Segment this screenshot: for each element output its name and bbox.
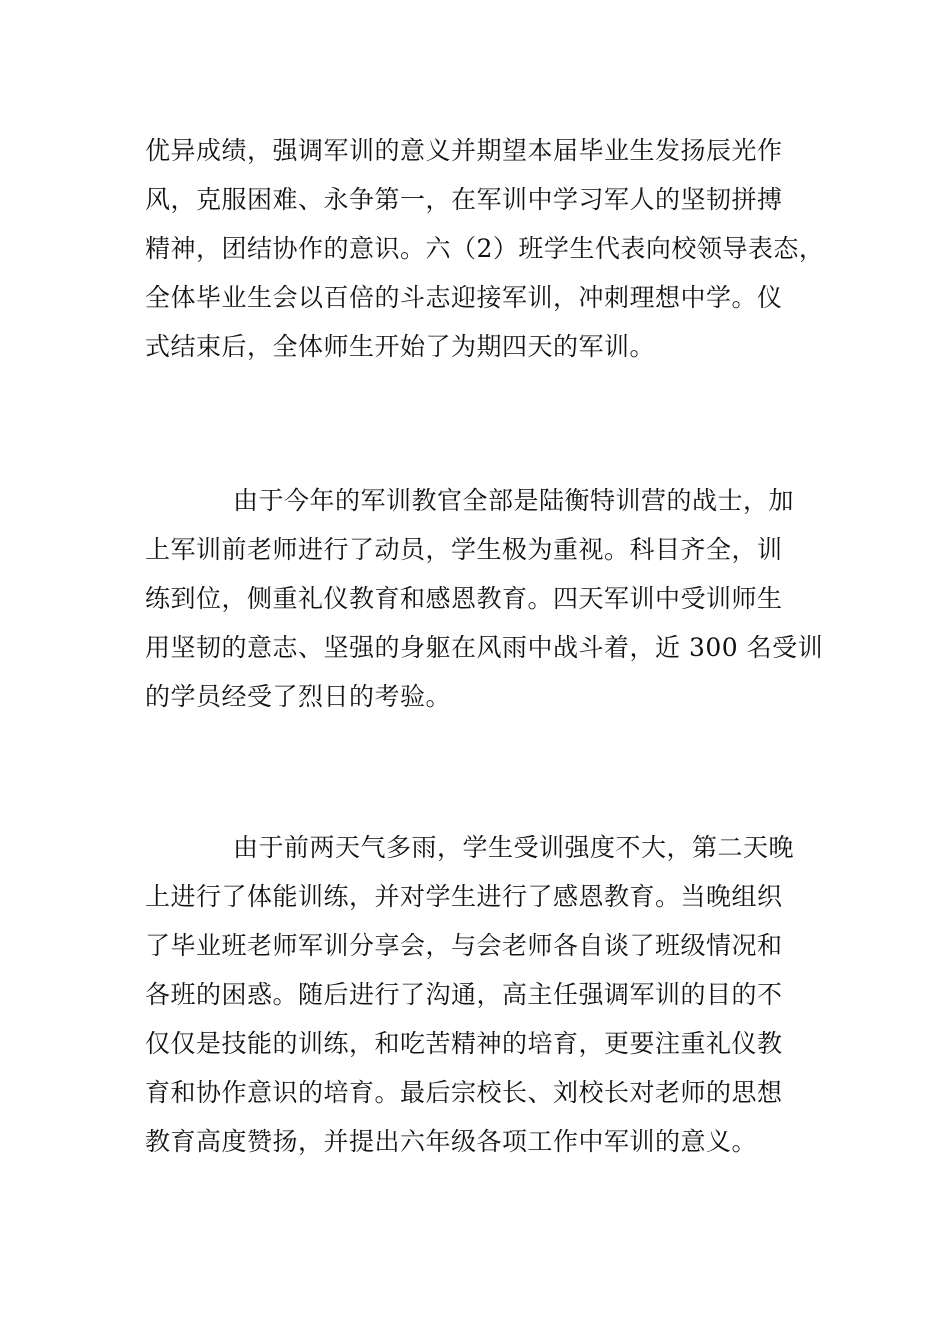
text-line: 育和协作意识的培育。最后宗校长、刘校长对老师的思想: [145, 1078, 783, 1107]
text-line-indented: 由于今年的军训教官全部是陆衡特训营的战士，加: [233, 486, 795, 515]
text-line: 全体毕业生会以百倍的斗志迎接军训，冲刺理想中学。仪: [145, 283, 783, 312]
text-line: 教育高度赞扬，并提出六年级各项工作中军训的意义。: [145, 1127, 758, 1156]
text-line: 上进行了体能训练，并对学生进行了感恩教育。当晚组织: [145, 882, 783, 911]
text-line-indented: 由于前两天气多雨，学生受训强度不大，第二天晚: [233, 833, 795, 862]
text-line: 精神，团结协作的意识。六（2）班学生代表向校领导表态，: [145, 234, 825, 263]
paragraph-1: [145, 126, 824, 371]
text-line: 的学员经受了烈日的考验。: [145, 682, 452, 711]
paragraph-3: [145, 823, 794, 1166]
text-line: 式结束后，全体师生开始了为期四天的军训。: [145, 332, 656, 361]
text-line: 练到位，侧重礼仪教育和感恩教育。四天军训中受训师生: [145, 584, 783, 613]
text-line: 优异成绩，强调军训的意义并期望本届毕业生发扬辰光作: [145, 136, 783, 165]
text-line: 上军训前老师进行了动员，学生极为重视。科目齐全，训: [145, 535, 783, 564]
paragraph-2: [145, 476, 823, 721]
text-line: 风，克服困难、永争第一，在军训中学习军人的坚韧拼搏: [145, 185, 783, 214]
text-line: 了毕业班老师军训分享会，与会老师各自谈了班级情况和: [145, 931, 783, 960]
text-line: 各班的困惑。随后进行了沟通，高主任强调军训的目的不: [145, 980, 783, 1009]
text-line: 仅仅是技能的训练，和吃苦精神的培育，更要注重礼仪教: [145, 1029, 783, 1058]
text-line: 用坚韧的意志、坚强的身躯在风雨中战斗着，近 300 名受训: [145, 633, 824, 662]
